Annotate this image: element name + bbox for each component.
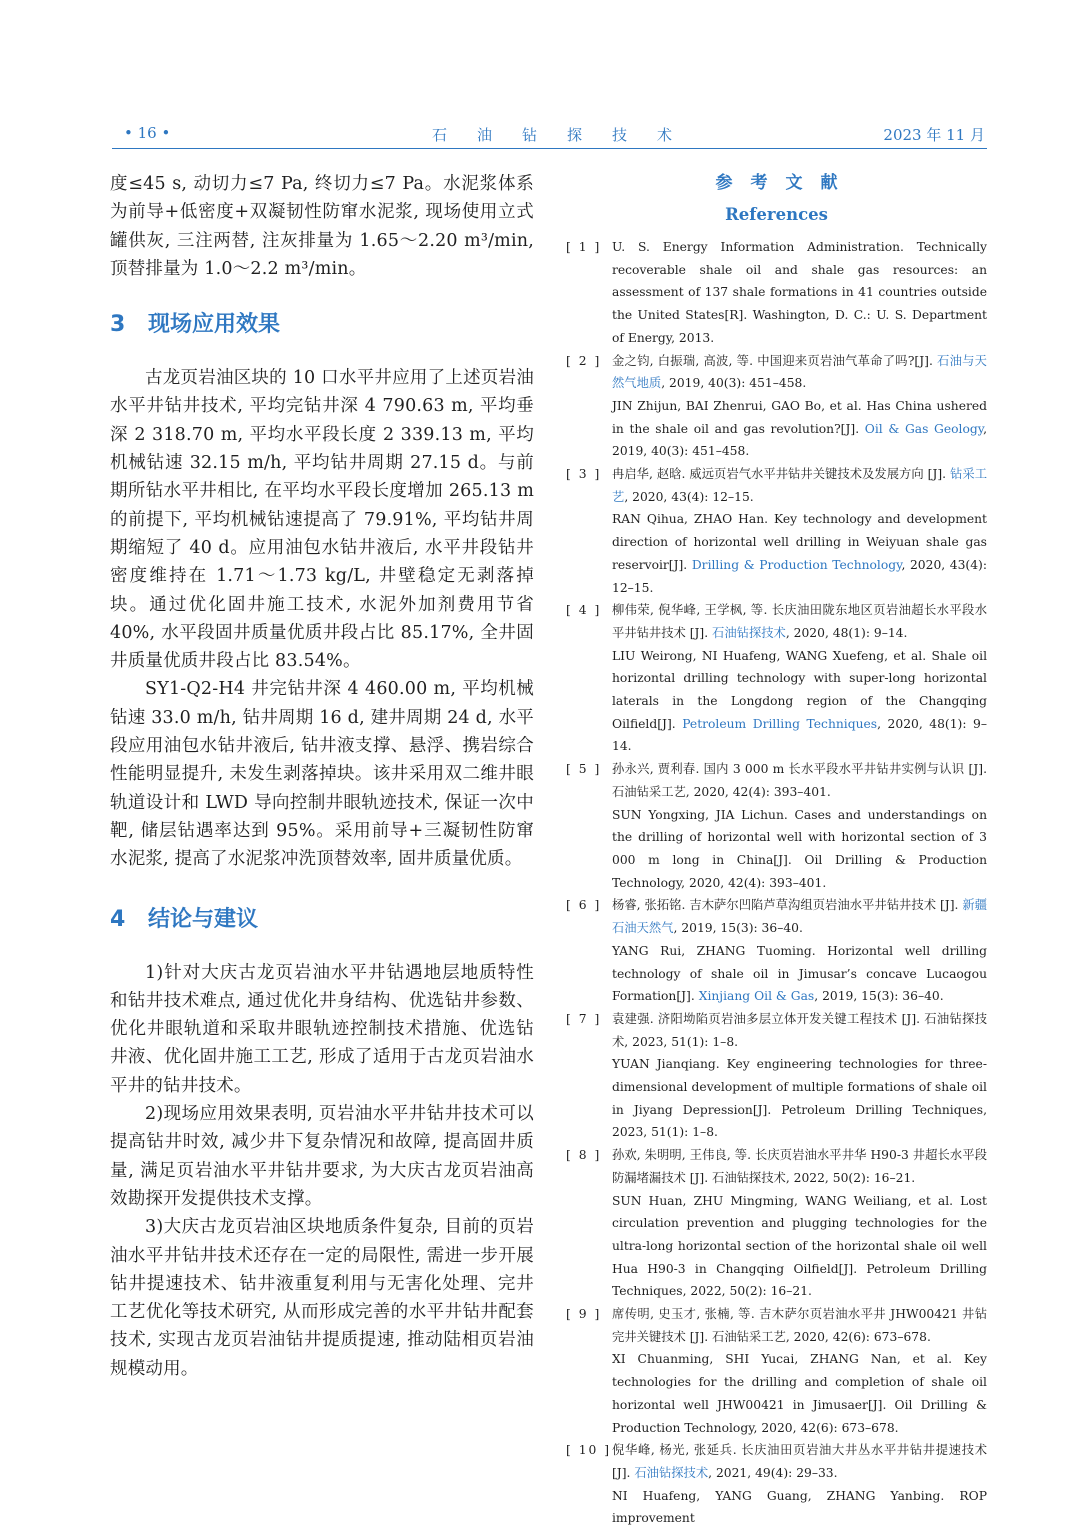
paragraph-sy1-well: SY1-Q2-H4 井完钻井深 4 460.00 m, 平均机械钻速 33.0 m/h, 钻井周期 16 d, 建井周期 24 d, 水平段应用油包水钻井液后, 钻井液支撑、悬浮、携岩综合性能明显提升, 未发生剥落掉块。该井采用双二维井眼轨道设计和 LWD 导向控制井眼轨迹技术, 保证一次中靶, 储层钻遇率达到 95%。采用前导+三凝韧性防窜水泥浆, 提高了水泥浆冲洗顶替效率, 固井质量优质。 bbox=[110, 679, 534, 870]
reference-text-en bbox=[612, 1190, 987, 1304]
reference-item bbox=[566, 758, 987, 894]
references-title-cn: 参考文献 bbox=[715, 173, 856, 193]
reference-segment: 席传明, 史玉才, 张楠, 等. 吉木萨尔页岩油水平井 JHW00421 井钻完井关键技术 [J]. 石油钻采工艺, 2020, 42(6): 673–678. bbox=[612, 1307, 987, 1344]
reference-item bbox=[566, 1008, 987, 1144]
reference-number: [ 9 ] bbox=[566, 1307, 602, 1322]
journal-link[interactable]: 石油钻探技术 bbox=[634, 1465, 709, 1480]
left-column bbox=[110, 170, 534, 1383]
reference-number: [ 7 ] bbox=[566, 1011, 602, 1026]
reference-number: [ 8 ] bbox=[566, 1148, 602, 1163]
reference-segment: 袁建强. 济阳坳陷页岩油多层立体开发关键工程技术 [J]. 石油钻探技术, 2023, 51(1): 1–8. bbox=[612, 1011, 987, 1049]
reference-segment: , 2019, 15(3): 36–40. bbox=[673, 921, 803, 936]
page-header bbox=[112, 122, 987, 149]
journal-link[interactable]: Oil & Gas Geology bbox=[864, 421, 984, 436]
reference-number: [ 3 ] bbox=[566, 467, 602, 482]
journal-link[interactable]: Xinjiang Oil & Gas bbox=[698, 989, 815, 1004]
reference-item bbox=[566, 350, 987, 464]
reference-text-cn bbox=[612, 1008, 987, 1053]
reference-segment: 孙欢, 朱明明, 王伟良, 等. 长庆页岩油水平井华 H90-3 井超长水平段防漏堵漏技术 [J]. 石油钻探技术, 2022, 50(2): 16–21. bbox=[612, 1148, 987, 1185]
reference-segment: , 2020, 48(1): 9–14. bbox=[612, 716, 987, 754]
paragraph-field-results: 古龙页岩油区块的 10 口水平井应用了上述页岩油水平井钻井技术, 平均完钻井深 4 790.63 m, 平均垂深 2 318.70 m, 平均水平段长度 2 339.13 m, 平均机械钻速 32.15 m/h, 平均钻井周期 27.15 d。与前期所钻水平井相比, 在平均水平段长度增加 265.13 m 的前提下, 平均机械钻速提高了 79.91%, 平均钻井周期缩短了 40 d。应用油包水钻井液后, 水平井段钻井密度维持在 1.71～1.73 kg/L, 井壁稳定无剥落掉块。通过优化固井施工技术, 水泥外加剂费用节省 40%, 水平段固井质量优质井段占比 85.17%, 全井固井质量优质井段占比 83.54%。 bbox=[110, 368, 534, 672]
reference-text-cn bbox=[612, 463, 987, 508]
reference-text-en bbox=[612, 236, 987, 350]
reference-segment: , 2020, 43(4): 12–15. bbox=[624, 489, 754, 504]
reference-text-en bbox=[612, 1053, 987, 1144]
reference-number: [ 2 ] bbox=[566, 353, 602, 368]
reference-number: [ 6 ] bbox=[566, 898, 602, 913]
reference-text-cn bbox=[612, 1439, 987, 1484]
reference-number: [ 1 ] bbox=[566, 240, 602, 254]
reference-text-cn bbox=[612, 350, 987, 395]
reference-segment: XI Chuanming, SHI Yucai, ZHANG Nan, et al. Key technologies for the drilling and completion of shale oil horizontal well JHW00421 in Jimusaer[J]. Oil Drilling & Production Technology, 2020, 42(6): 673–678. bbox=[612, 1352, 987, 1435]
reference-item bbox=[566, 236, 987, 350]
reference-segment: 柳伟荣, 倪华峰, 王学枫, 等. 长庆油田陇东地区页岩油超长水平段水平井钻井技术 [J]. bbox=[612, 603, 987, 640]
reference-item bbox=[566, 1439, 987, 1530]
references-column bbox=[566, 170, 987, 1530]
conclusion-1: 1)针对大庆古龙页岩油水平井钻遇地层地质特性和钻井技术难点, 通过优化井身结构、优选钻井参数、优化井眼轨道和采取井眼轨迹控制技术措施、优选钻井液、优化固井施工工艺, 形成了适用于古龙页岩油水平井的钻井技术。 bbox=[110, 962, 534, 1096]
section-3-heading bbox=[110, 307, 534, 338]
reference-text-cn bbox=[612, 1144, 987, 1189]
reference-text-en bbox=[612, 1485, 987, 1530]
reference-text-en bbox=[612, 804, 987, 895]
reference-segment: JIN Zhijun, BAI Zhenrui, GAO Bo, et al. Has China ushered in the shale oil and gas revolution?[J]. bbox=[612, 398, 987, 436]
reference-segment: , 2019, 15(3): 36–40. bbox=[814, 989, 944, 1004]
reference-segment: , 2021, 49(4): 29–33. bbox=[708, 1465, 838, 1480]
reference-text-en bbox=[612, 1348, 987, 1439]
journal-title: 石油钻探技术 bbox=[432, 126, 703, 144]
conclusion-3: 3)大庆古龙页岩油区块地质条件复杂, 目前的页岩油水平井钻井技术还存在一定的局限性, 需进一步开展钻井提速技术、钻井液重复利用与无害化处理、完井工艺优化等技术研究, 从而形成完善的水平井钻井配套技术, 实现古龙页岩油钻井提质提速, 推动陆相页岩油规模动用。 bbox=[110, 1217, 534, 1379]
section-number: 3 bbox=[110, 312, 126, 338]
reference-text-cn bbox=[612, 894, 987, 939]
reference-item bbox=[566, 1303, 987, 1439]
section-title: 现场应用效果 bbox=[148, 312, 281, 338]
reference-segment: RAN Qihua, ZHAO Han. Key technology and development direction of horizontal well drilling in Weiyuan shale gas reservoir[J]. bbox=[612, 512, 987, 572]
section-4-heading bbox=[110, 902, 534, 933]
conclusion-2: 2)现场应用效果表明, 页岩油水平井钻井技术可以提高钻井时效, 减少井下复杂情况和故障, 提高固井质量, 满足页岩油水平井钻井要求, 为大庆古龙页岩油高效勘探开发提供技术支撑。 bbox=[110, 1104, 534, 1209]
journal-link[interactable]: 钻采工艺 bbox=[612, 467, 987, 504]
page-number: • 16 • bbox=[124, 124, 171, 142]
reference-segment: SUN Huan, ZHU Mingming, WANG Weiliang, et al. Lost circulation prevention and plugging technologies for the ultra-long horizontal section of the horizontal shale oil well Hua H90-3 in Changqing Oilfield[J]. Petroleum Drilling Techniques, 2022, 50(2): 16–21. bbox=[612, 1193, 987, 1299]
journal-link[interactable]: Drilling & Production Technology bbox=[691, 557, 902, 572]
reference-segment: LIU Weirong, NI Huafeng, WANG Xuefeng, et al. Shale oil horizontal drilling technology with super-long horizontal laterals in the Longdong region of the Changqing Oilfield[J]. bbox=[612, 648, 987, 731]
reference-segment: , 2019, 40(3): 451–458. bbox=[661, 376, 807, 391]
reference-text-en bbox=[612, 508, 987, 599]
journal-link[interactable]: 石油与天然气地质 bbox=[612, 353, 987, 391]
reference-text-cn bbox=[612, 758, 987, 803]
section-number: 4 bbox=[110, 906, 126, 932]
reference-text-en bbox=[612, 940, 987, 1008]
reference-text-en bbox=[612, 395, 987, 463]
reference-number: [ 5 ] bbox=[566, 762, 602, 777]
references-title-en: References bbox=[725, 205, 828, 224]
reference-segment: 孙永兴, 贾利春. 国内 3 000 m 长水平段水平井钻井实例与认识 [J]. 石油钻采工艺, 2020, 42(4): 393–401. bbox=[612, 762, 987, 799]
reference-segment: , 2019, 40(3): 451–458. bbox=[612, 421, 987, 459]
reference-segment: U. S. Energy Information Administration. Technically recoverable shale oil and shale gas resources: an assessment of 137 shale formations in 41 countries outside the United States[R]. Washington, D. C.: U. S. Department of Energy, 2013. bbox=[612, 240, 987, 345]
reference-text-en bbox=[612, 645, 987, 759]
reference-number: [ 4 ] bbox=[566, 603, 602, 618]
reference-segment: 倪华峰, 杨光, 张延兵. 长庆油田页岩油大井丛水平井钻井提速技术 [J]. bbox=[612, 1443, 987, 1480]
section-title: 结论与建议 bbox=[148, 906, 259, 932]
reference-segment: 金之钧, 白振瑞, 高波, 等. 中国迎来页岩油气革命了吗?[J]. bbox=[612, 353, 938, 368]
reference-segment: YUAN Jianqiang. Key engineering technologies for three-dimensional development of multiple formations of shale oil in Jiyang Depression[J]. Petroleum Drilling Techniques, 2023, 51(1): 1–8. bbox=[612, 1057, 987, 1140]
reference-segment: 冉启华, 赵晗. 威远页岩气水平井钻井关键技术及发展方向 [J]. bbox=[612, 467, 951, 482]
reference-list bbox=[566, 236, 987, 1530]
reference-segment: YANG Rui, ZHANG Tuoming. Horizontal well drilling technology of shale oil in Jimusar’s concave Lucaogou Formation[J]. bbox=[612, 943, 987, 1004]
reference-segment: , 2020, 43(4): 12–15. bbox=[612, 557, 987, 595]
reference-item bbox=[566, 599, 987, 758]
reference-segment: 杨睿, 张拓铭. 吉木萨尔凹陷芦草沟组页岩油水平井钻井技术 [J]. bbox=[612, 898, 963, 913]
reference-number: [ 10 ] bbox=[566, 1443, 612, 1458]
reference-segment: NI Huafeng, YANG Guang, ZHANG Yanbing. ROP improvement bbox=[612, 1488, 987, 1526]
reference-item bbox=[566, 463, 987, 599]
issue-date: 2023 年 11 月 bbox=[883, 126, 985, 144]
reference-text-cn bbox=[612, 599, 987, 644]
paragraph-cementing: 度≤45 s, 动切力≤7 Pa, 终切力≤7 Pa。水泥浆体系为前导+低密度+双凝韧性防窜水泥浆, 现场使用立式罐供灰, 三注两替, 注灰排量为 1.65～2.20 m³/min, 顶替排量为 1.0～2.2 m³/min。 bbox=[110, 174, 534, 279]
reference-item bbox=[566, 894, 987, 1008]
reference-item bbox=[566, 1144, 987, 1303]
journal-link[interactable]: 新疆石油天然气 bbox=[612, 898, 987, 936]
reference-text-cn bbox=[612, 1303, 987, 1348]
journal-link[interactable]: Petroleum Drilling Techniques bbox=[682, 716, 878, 731]
reference-segment: SUN Yongxing, JIA Lichun. Cases and understandings on the drilling of horizontal well with horizontal section of 3 000 m long in China[J]. Oil Drilling & Production Technology, 2020, 42(4): 393–401. bbox=[612, 807, 987, 890]
reference-segment: , 2020, 48(1): 9–14. bbox=[785, 625, 908, 640]
journal-link[interactable]: 石油钻探技术 bbox=[712, 625, 786, 640]
